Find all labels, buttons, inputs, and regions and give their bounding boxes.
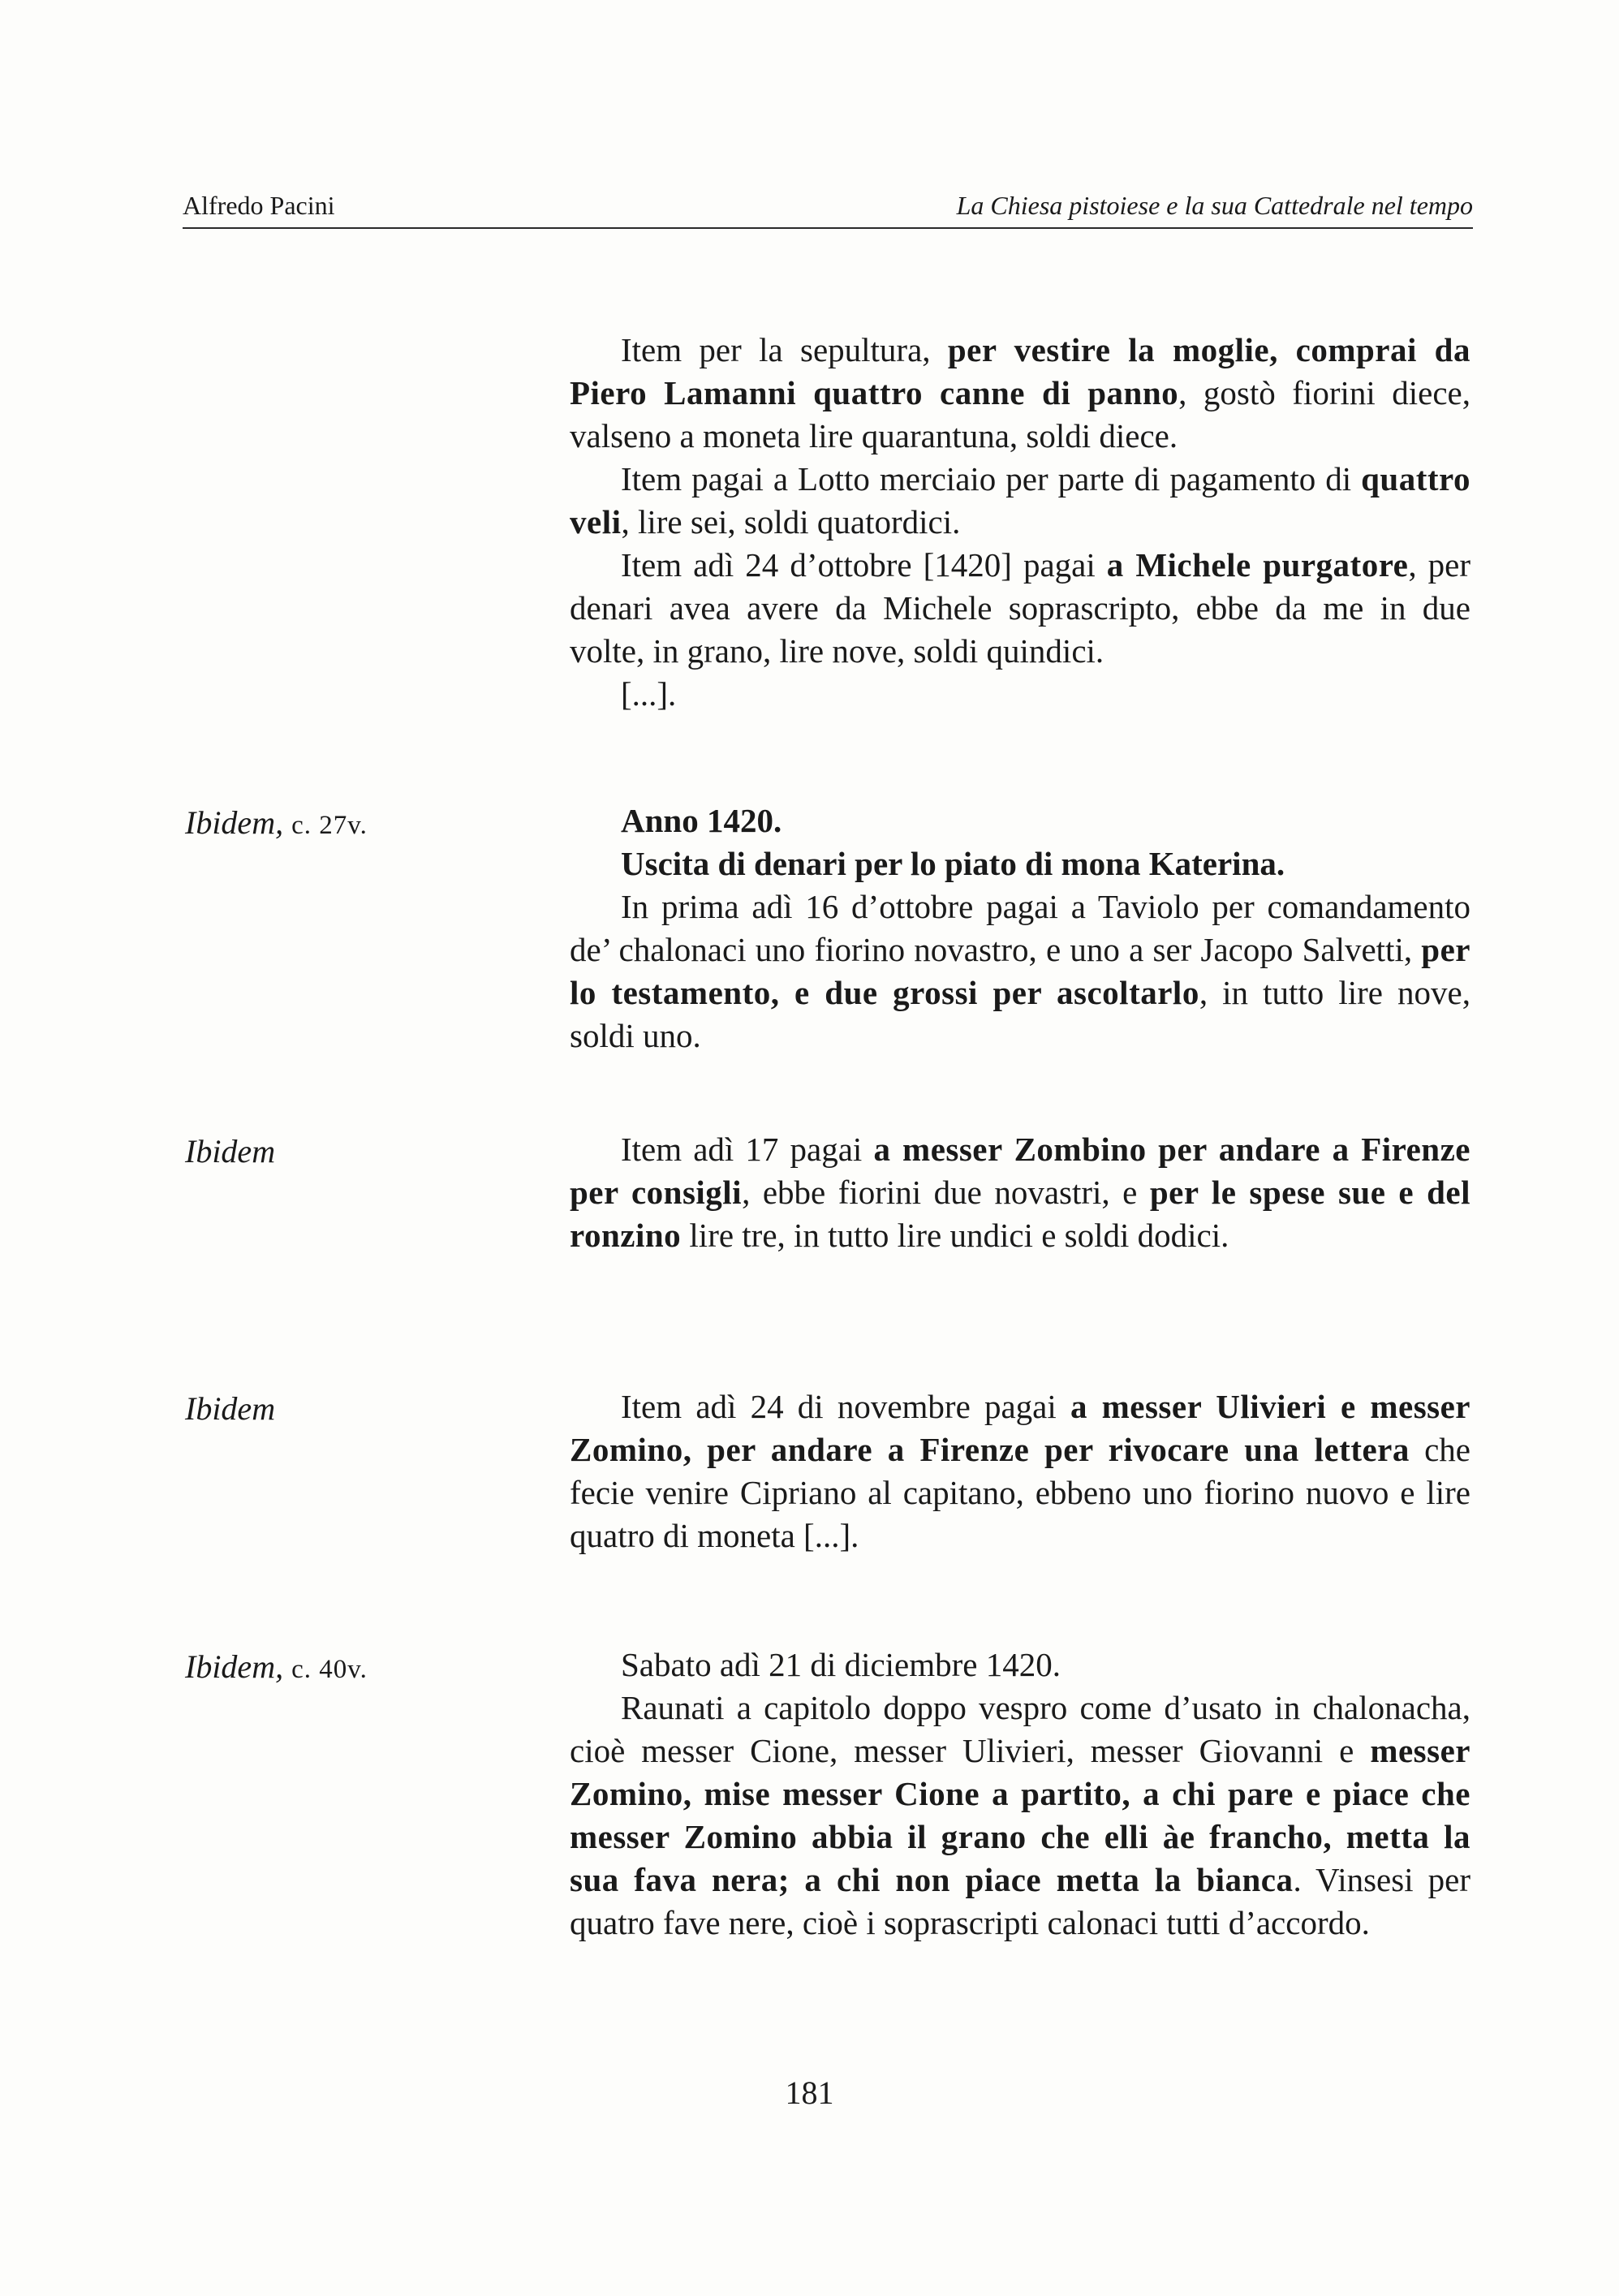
text-run: Item pagai a Lotto merciaio per parte di pagamento di <box>621 460 1362 498</box>
bold-run: a messer Zombino per andare a Firenze per consigli <box>570 1131 1470 1211</box>
text-run: lire tre, in tutto lire undici e soldi dodici. <box>681 1217 1229 1254</box>
running-head-title: La Chiesa pistoiese e la sua Cattedrale nel tempo <box>956 191 1473 220</box>
bold-run: messer Zomino, mise messer Cione a partito, a chi pare e piace che messer Zomino abbia il grano che elli àe francho, metta la sua fava nera; a chi non piace metta la bianca <box>570 1732 1470 1898</box>
paragraph <box>570 1385 1470 1557</box>
bold-run: quattro veli <box>570 460 1470 541</box>
text-run: In prima adì 16 d’ottobre pagai a Taviolo per comandamento de’ chalonaci uno fiorino novastro, e uno a ser Jacopo Salvetti, <box>570 888 1470 968</box>
paragraph <box>570 1128 1470 1257</box>
entry-text <box>570 1385 1470 1557</box>
paragraph <box>570 544 1470 673</box>
reference-label: Ibidem <box>185 1133 276 1170</box>
folio-number: c. 27v. <box>291 811 368 840</box>
text-run: , lire sei, soldi quatordici. <box>621 503 961 541</box>
bold-run: per vestire la moglie, comprai da Piero Lamanni quattro canne di panno <box>570 331 1470 411</box>
text-run: Item per la sepultura, <box>621 331 948 368</box>
paragraph <box>570 329 1470 458</box>
source-reference <box>185 1648 368 1686</box>
running-head <box>183 187 1473 229</box>
entry-body <box>570 885 1470 1058</box>
running-head-author: Alfredo Pacini <box>183 191 335 220</box>
entry-text <box>570 1128 1470 1257</box>
entry-heading-title: Uscita di denari per lo piato di mona Katerina. <box>621 845 1285 882</box>
source-reference <box>185 1389 275 1428</box>
paragraph <box>570 885 1470 1058</box>
text-run: , per denari avea avere da Michele soprascripto, ebbe da me in due volte, in grano, lire nove, soldi quindici. <box>570 546 1470 670</box>
bold-run: a Michele purgatore <box>1106 546 1409 584</box>
paragraph <box>570 458 1470 544</box>
entry-heading-year: Anno 1420. <box>621 802 782 839</box>
source-reference <box>185 1132 275 1170</box>
page-number: 181 <box>785 2074 834 2111</box>
entry-text <box>570 329 1470 716</box>
reference-label: Ibidem <box>185 1390 276 1427</box>
paragraph <box>570 1643 1470 1686</box>
text-run: , gostò fiorini diece, valseno a moneta lire quarantuna, soldi diece. <box>570 374 1470 454</box>
text-run: che fecie venire Cipriano al capitano, ebbeno uno fiorino nuovo e lire quatro di moneta [...]. <box>570 1431 1470 1554</box>
paragraph <box>570 1686 1470 1945</box>
text-run: Item adì 24 di novembre pagai <box>621 1388 1070 1425</box>
reference-label: Ibidem, <box>185 1648 284 1685</box>
text-run: [...]. <box>621 675 677 713</box>
bold-run: a messer Ulivieri e messer Zomino, per andare a Firenze per rivocare una lettera <box>570 1388 1471 1468</box>
bold-run: per le spese sue e del ronzino <box>570 1174 1470 1254</box>
text-run: Sabato adì 21 di diciembre 1420. <box>621 1646 1061 1683</box>
text-run: Item adì 24 d’ottobre [1420] pagai <box>621 546 1107 584</box>
folio-number: c. 40v. <box>291 1655 368 1684</box>
entry-text <box>570 799 1470 1058</box>
text-run: Item adì 17 pagai <box>621 1131 874 1168</box>
text-run: , in tutto lire nove, soldi uno. <box>570 974 1470 1054</box>
bold-run: per lo testamento, e due grossi per ascoltarlo <box>570 931 1470 1011</box>
reference-label: Ibidem, <box>185 804 284 841</box>
text-run: , ebbe fiorini due novastri, e <box>742 1174 1150 1211</box>
paragraph <box>570 673 1470 716</box>
text-run: Raunati a capitolo doppo vespro come d’usato in chalonacha, cioè messer Cione, messer Ulivieri, messer Giovanni e <box>570 1689 1470 1769</box>
source-reference <box>185 803 368 842</box>
text-run: . Vinsesi per quatro fave nere, cioè i soprascripti calonaci tutti d’accordo. <box>570 1861 1470 1941</box>
entry-text <box>570 1643 1470 1945</box>
